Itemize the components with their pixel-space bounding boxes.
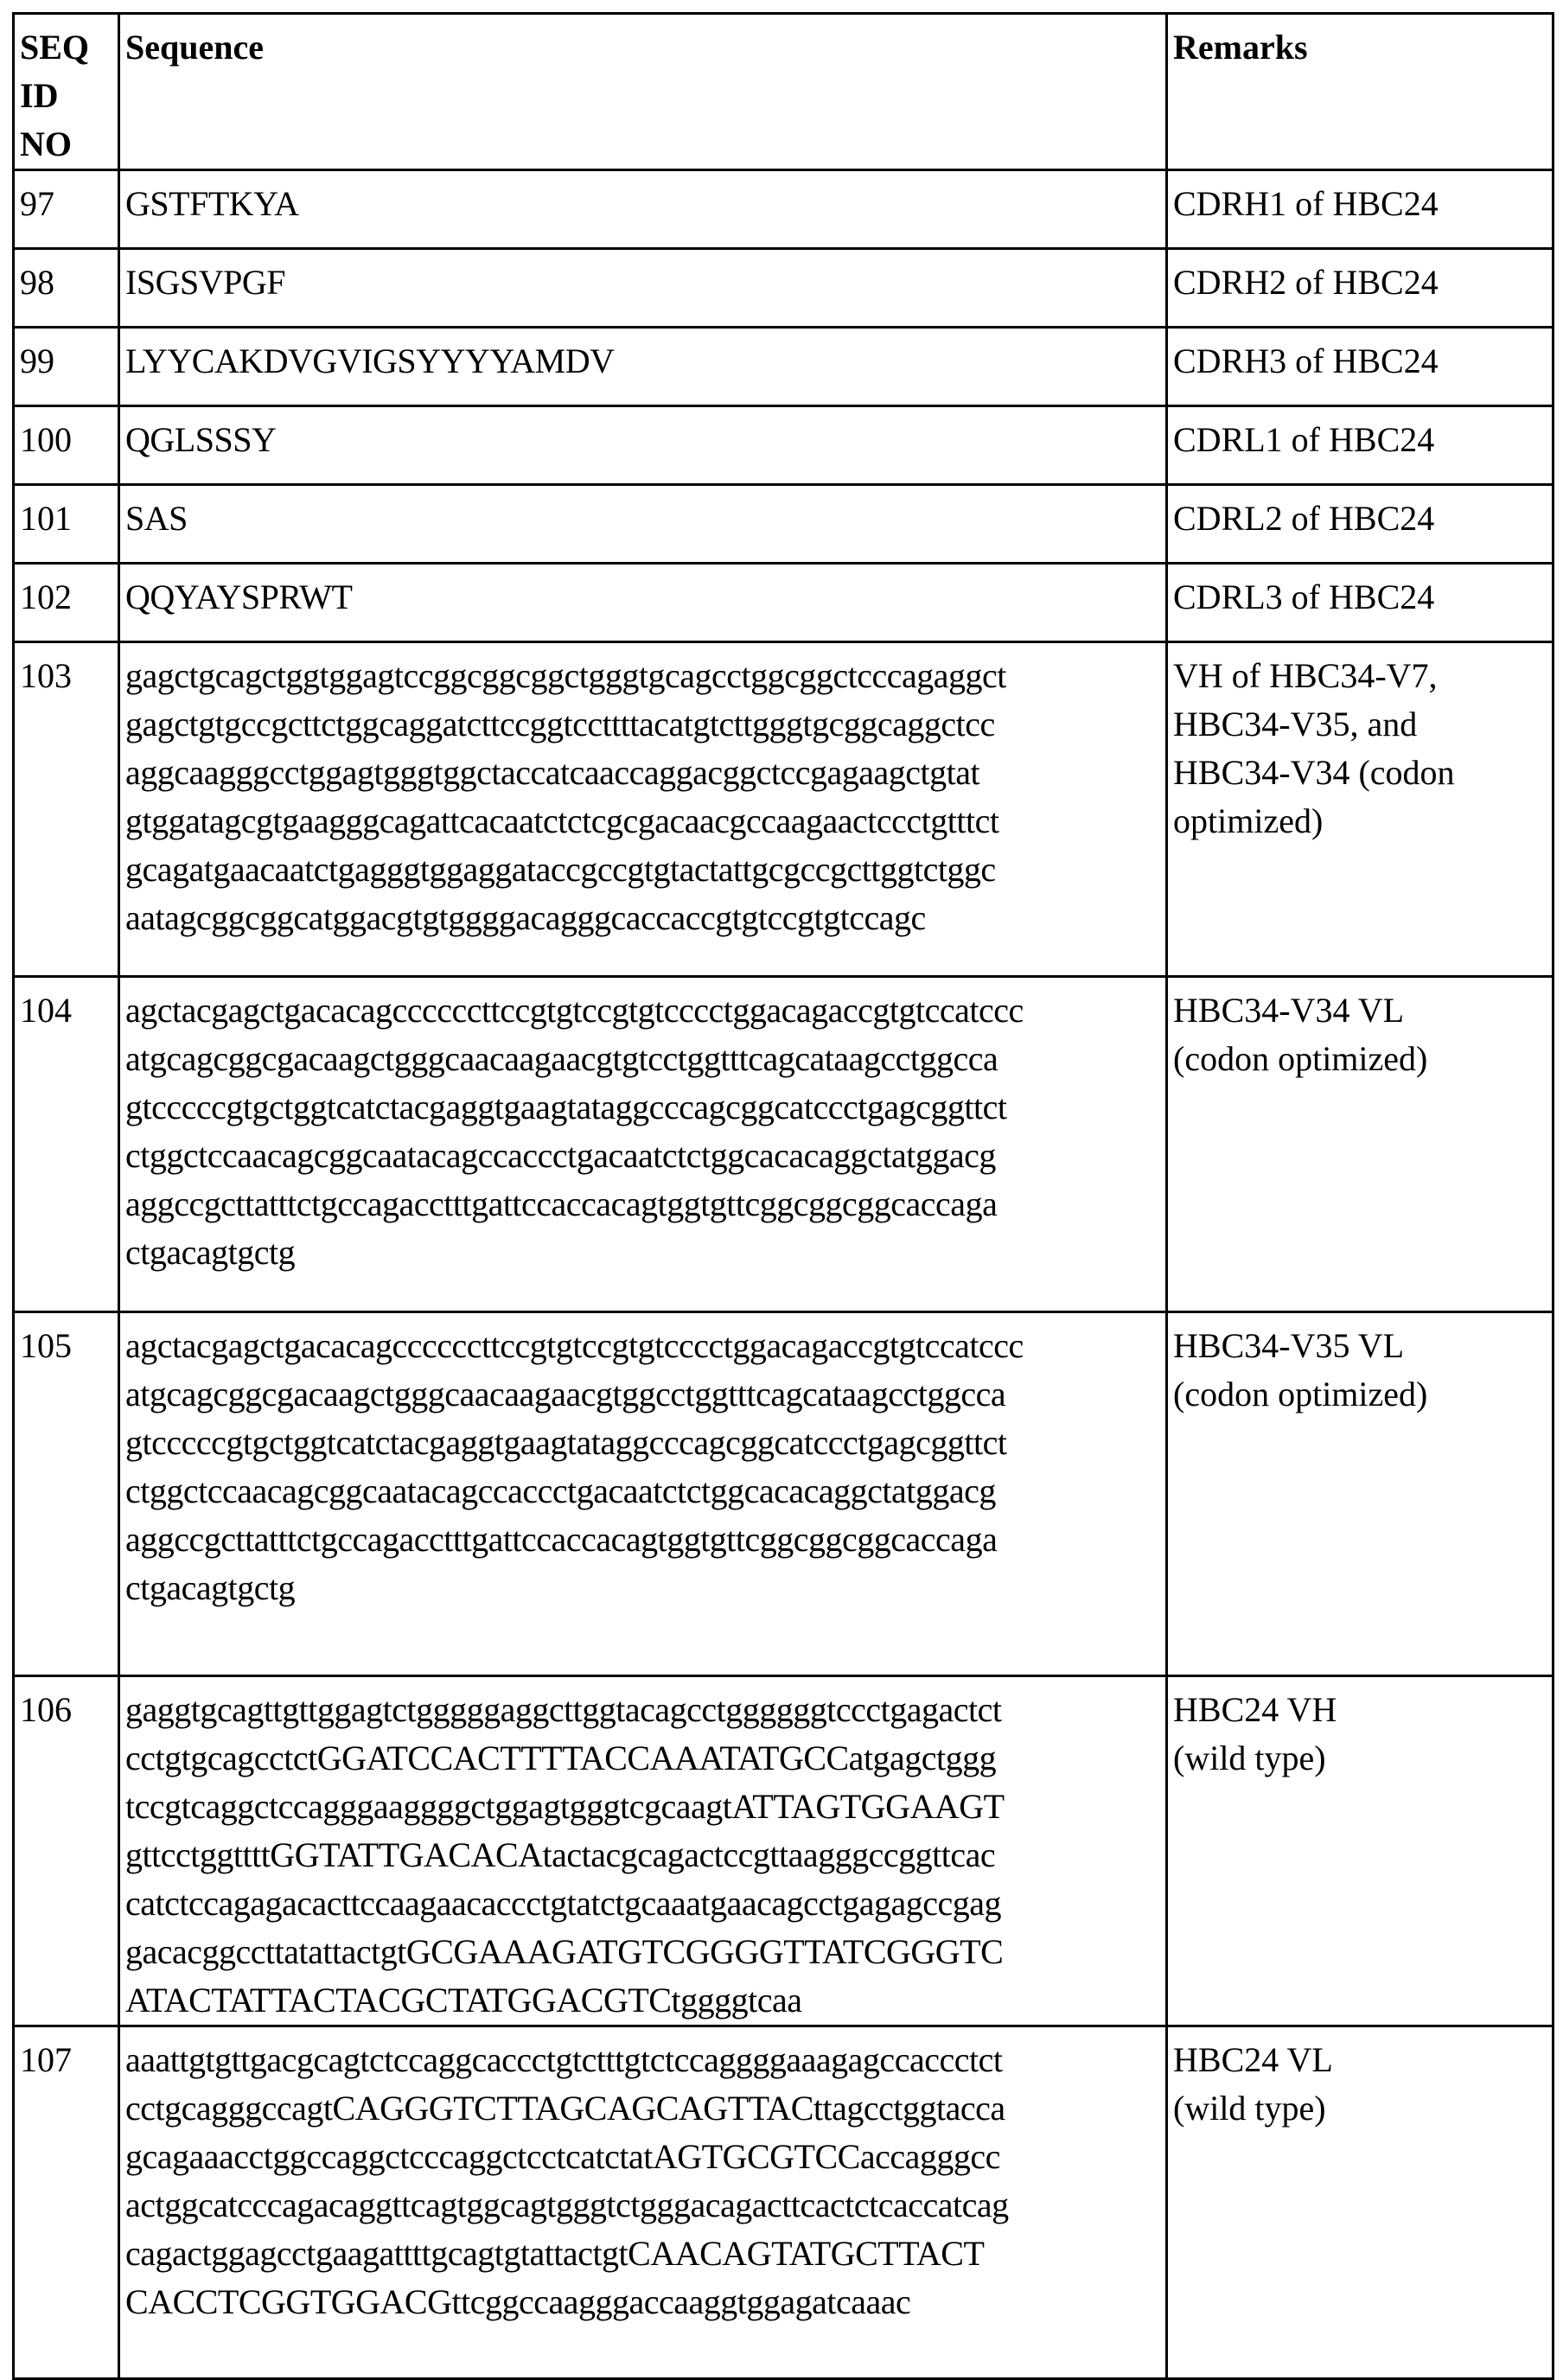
sequence-line: agctacgagctgacacagccccccttccgtgtccgtgtcccctggacagaccgtgtccatccc (125, 1322, 1160, 1370)
sequence-line: atgcagcggcgacaagctgggcaacaagaacgtggcctggtttcagcataagcctggcca (125, 1370, 1160, 1419)
remarks-line: CDRL1 of HBC24 (1173, 416, 1547, 464)
sequence-line: catctccagagacacttccaagaacaccctgtatctgcaaatgaacagcctgagagccgag (125, 1879, 1160, 1928)
seq-id-cell: 100 (14, 406, 119, 485)
seq-id-cell: 99 (14, 328, 119, 406)
sequence-line: ISGSVPGF (125, 258, 1160, 307)
sequence-line: QGLSSSY (125, 416, 1160, 464)
sequence-line: agctacgagctgacacagccccccttccgtgtccgtgtcccctggacagaccgtgtccatccc (125, 986, 1160, 1035)
remarks-cell (1167, 642, 1553, 977)
remarks-cell (1167, 977, 1553, 1312)
header-row (14, 14, 1553, 170)
table-row (14, 406, 1553, 485)
sequence-line: aggccgcttatttctgccagacctttgattccaccacagtggtgttcggcggcggcaccaga (125, 1180, 1160, 1228)
sequence-table (12, 12, 1554, 2380)
table-row (14, 2026, 1553, 2379)
sequence-cell (119, 170, 1167, 249)
sequence-line: aaattgtgttgacgcagtctccaggcaccctgtctttgtctccaggggaaagagccaccctct (125, 2036, 1160, 2084)
sequence-cell (119, 249, 1167, 328)
sequence-line: gagctgtgccgcttctggcaggatcttccggtccttttacatgtcttgggtgcggcaggctcc (125, 700, 1160, 749)
sequence-line: QQYAYSPRWT (125, 573, 1160, 622)
sequence-line: atgcagcggcgacaagctgggcaacaagaacgtgtcctggtttcagcataagcctggcca (125, 1035, 1160, 1083)
sequence-cell (119, 564, 1167, 642)
remarks-line: CDRL3 of HBC24 (1173, 573, 1547, 622)
remarks-line: (codon optimized) (1173, 1035, 1547, 1083)
sequence-line: SAS (125, 495, 1160, 543)
seq-id-cell: 97 (14, 170, 119, 249)
sequence-line: ctggctccaacagcggcaatacagccaccctgacaatctctggcacacaggctatggacg (125, 1132, 1160, 1180)
sequence-line: gcagaaacctggccaggctcccaggctcctcatctatAGTGCGTCCaccagggcc (125, 2133, 1160, 2181)
sequence-line: gaggtgcagttgttggagtctgggggaggcttggtacagcctggggggtccctgagactct (125, 1686, 1160, 1734)
remarks-cell (1167, 328, 1553, 406)
seq-id-cell: 105 (14, 1312, 119, 1676)
remarks-line: (codon optimized) (1173, 1370, 1547, 1419)
sequence-cell (119, 642, 1167, 977)
header-remarks: Remarks (1167, 14, 1553, 170)
sequence-cell (119, 406, 1167, 485)
remarks-cell (1167, 1312, 1553, 1676)
sequence-line: gtggatagcgtgaagggcagattcacaatctctcgcgacaacgccaagaactccctgtttct (125, 797, 1160, 845)
remarks-line: CDRH1 of HBC24 (1173, 180, 1547, 228)
sequence-line: cagactggagcctgaagattttgcagtgtattactgtCAACAGTATGCTTACT (125, 2230, 1160, 2278)
seq-id-cell: 107 (14, 2026, 119, 2379)
sequence-line: aatagcggcggcatggacgtgtggggacagggcaccaccgtgtccgtgtccagc (125, 894, 1160, 942)
remarks-line: CDRL2 of HBC24 (1173, 495, 1547, 543)
remarks-line: HBC34-V34 (codon (1173, 749, 1547, 797)
sequence-line: gagctgcagctggtggagtccggcggcggctgggtgcagcctggcggctcccagaggct (125, 652, 1160, 700)
remarks-line: optimized) (1173, 797, 1547, 845)
sequence-cell (119, 485, 1167, 564)
sequence-line: gtcccccgtgctggtcatctacgaggtgaagtataggcccagcggcatccctgagcggttct (125, 1083, 1160, 1132)
header-sequence: Sequence (119, 14, 1167, 170)
remarks-line: (wild type) (1173, 2084, 1547, 2133)
remarks-line: HBC34-V35, and (1173, 700, 1547, 749)
sequence-cell (119, 328, 1167, 406)
remarks-cell (1167, 170, 1553, 249)
remarks-line: HBC34-V35 VL (1173, 1322, 1547, 1370)
sequence-cell (119, 977, 1167, 1312)
sequence-line: tccgtcaggctccagggaaggggctggagtgggtcgcaagtATTAGTGGAAGT (125, 1783, 1160, 1831)
remarks-line: HBC24 VL (1173, 2036, 1547, 2084)
header-seq-id-line: ID (20, 72, 112, 120)
table-row (14, 170, 1553, 249)
sequence-line: GSTFTKYA (125, 180, 1160, 228)
seq-id-cell: 98 (14, 249, 119, 328)
sequence-line: ctgacagtgctg (125, 1228, 1160, 1277)
sequence-line: ctggctccaacagcggcaatacagccaccctgacaatctctggcacacaggctatggacg (125, 1467, 1160, 1515)
remarks-cell (1167, 2026, 1553, 2379)
table-row (14, 249, 1553, 328)
sequence-line: cctgcagggccagtCAGGGTCTTAGCAGCAGTTACttagcctggtacca (125, 2084, 1160, 2133)
sequence-cell (119, 1312, 1167, 1676)
seq-id-cell: 101 (14, 485, 119, 564)
sequence-line: gttcctggttttGGTATTGACACAtactacgcagactccgttaagggccggttcac (125, 1831, 1160, 1879)
remarks-line: CDRH2 of HBC24 (1173, 258, 1547, 307)
sequence-line: gtcccccgtgctggtcatctacgaggtgaagtataggcccagcggcatccctgagcggttct (125, 1419, 1160, 1467)
sequence-line: LYYCAKDVGVIGSYYYYAMDV (125, 337, 1160, 386)
table-row (14, 1312, 1553, 1676)
seq-id-cell: 104 (14, 977, 119, 1312)
sequence-line: cctgtgcagcctctGGATCCACTTTTACCAAATATGCCatgagctggg (125, 1734, 1160, 1783)
remarks-line: HBC34-V34 VL (1173, 986, 1547, 1035)
remarks-line: CDRH3 of HBC24 (1173, 337, 1547, 386)
remarks-line: HBC24 VH (1173, 1686, 1547, 1734)
sequence-line: aggcaagggcctggagtgggtggctaccatcaaccaggacggctccgagaagctgtat (125, 749, 1160, 797)
remarks-cell (1167, 485, 1553, 564)
sequence-line: aggccgcttatttctgccagacctttgattccaccacagtggtgttcggcggcggcaccaga (125, 1515, 1160, 1564)
seq-id-cell: 102 (14, 564, 119, 642)
sequence-line: gacacggccttatattactgtGCGAAAGATGTCGGGGTTATCGGGTC (125, 1928, 1160, 1976)
remarks-cell (1167, 249, 1553, 328)
remarks-line: VH of HBC34-V7, (1173, 652, 1547, 700)
remarks-cell (1167, 406, 1553, 485)
remarks-line: (wild type) (1173, 1734, 1547, 1783)
sequence-line: ctgacagtgctg (125, 1564, 1160, 1612)
remarks-cell (1167, 1676, 1553, 2026)
remarks-cell (1167, 564, 1553, 642)
sequence-line: ATACTATTACTACGCTATGGACGTCtggggtcaa (125, 1976, 1160, 2025)
seq-id-cell: 106 (14, 1676, 119, 2026)
header-seq-id-line: SEQ (20, 23, 112, 72)
sequence-cell (119, 1676, 1167, 2026)
table-row (14, 485, 1553, 564)
header-seq-id (14, 14, 119, 170)
table-row (14, 564, 1553, 642)
table-row (14, 328, 1553, 406)
sequence-line: actggcatcccagacaggttcagtggcagtgggtctgggacagacttcactctcaccatcag (125, 2181, 1160, 2230)
table-row (14, 977, 1553, 1312)
header-seq-id-line: NO (20, 120, 112, 169)
sequence-cell (119, 2026, 1167, 2379)
table-row (14, 642, 1553, 977)
sequence-line: gcagatgaacaatctgagggtggaggataccgccgtgtactattgcgccgcttggtctggc (125, 845, 1160, 894)
sequence-line: CACCTCGGTGGACGttcggccaagggaccaaggtggagatcaaac (125, 2278, 1160, 2326)
seq-id-cell: 103 (14, 642, 119, 977)
table-row (14, 1676, 1553, 2026)
